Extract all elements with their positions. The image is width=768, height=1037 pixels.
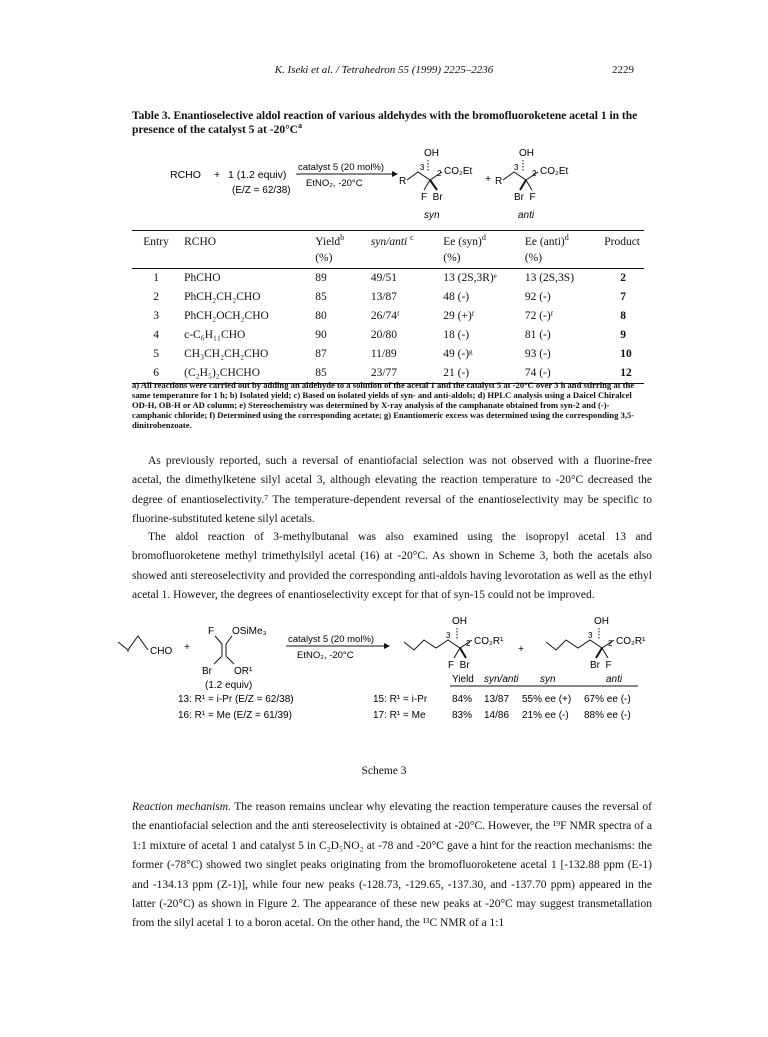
col-synanti [367, 231, 439, 251]
cell-ee-syn: 18 (-) [443, 329, 470, 341]
acetal-bond-osi [226, 636, 232, 644]
s3-col-syn: syn [540, 674, 556, 685]
paragraph-2-text: The aldol reaction of 3-methylbutanal was also examined using the isopropyl acetal 13 and bromofluoroketene methyl trimethylsilyl acetal (16) at -20°C. As shown in Scheme 3, both the acetals also showed anti stereoselectivity and provided the corresponding anti-aldols having levorotation as well as the ethyl acetal 1. However, the degrees of enantioselectivity except for that of syn-15 could not be improved. [132, 531, 652, 602]
s3-syn-c3-number: 3 [446, 631, 451, 640]
s3-anti-halogen-bond-2 [602, 648, 608, 658]
paragraph-3-text: The reason remains unclear why elevating the reaction temperature causes the reversal of the enantiofacial selection and the anti stereoselectivity is obtained at -20°C. However, the ¹⁹F NMR spectra of a 1:1 mixture of acetal 1 and catalyst 5 in C₂D₅NO₂ at -78 and -20°C gave a hint for the reaction mechanisms: the former (-78°C) showed two singlet peaks originating from the bromofluoroketene acetal 1 [-132.88 ppm (E-1) and -134.13 ppm (Z-1)], while four new peaks (-128.73, -129.65, -137.30, and -137.70 ppm) appeared in the latter (-20°C) as shown in Figure 2. The appearance of these new peaks at -20°C may suggest transmetallation from the silyl acetal 1 to a boron acetal. On the other hand, the ¹³C NMR of a 1:1 [132, 801, 652, 930]
acetal-bond-br [214, 656, 222, 664]
cell-ee-anti: 72 (-)ᶠ [524, 310, 554, 322]
paragraph-1-text: As previously reported, such a reversal of enantiofacial selection was not observed with a fluorine-free acetal, the dimethylketene silyl acetal 3, although elevating the reaction temperature to -20°C decreased the degree of enantioselectivity.⁷ The temperature-dependent reversal of the enantioselectivity may be specific to fluorine-substituted ketene silyl acetals. [132, 455, 652, 526]
acetal-br-label: Br [202, 666, 212, 677]
s3-label-13: 13: R¹ = i-Pr (E/Z = 62/38) [178, 694, 294, 705]
table-footnote: a) All reactions were carried out by adding an aldehyde to a solution of the acetal 1 and the catalyst 5 at -20°C over 3 h and stirring at the same temperature for 1 h; b) Isolated yield; c) Based on isolated yields of syn- and anti-aldols; d) HPLC analysis using a Daicel Chiralcel OD-H, OB-H or AD column; e) Stereochemistry was determined by X-ray analysis of the camphanate obtained from syn-2 and (-)-camphanic chloride; f) Determined using the corresponding acetate; g) Enantiomeric excess was determined using the corresponding 3,5-dinitrobenzoate. [132, 380, 635, 430]
aldehyde-skeleton-bonds [118, 636, 148, 650]
syn-halogen-bond-2 [430, 180, 437, 190]
acetal-equiv-label: (1.2 equiv) [205, 680, 253, 691]
s3-row15-anti: 67% ee (-) [584, 694, 631, 705]
s3-col-yield: Yield [452, 674, 474, 685]
cell-rcho: c-C₆H₁₁CHO [184, 329, 246, 341]
cell-yield: 80 [315, 310, 327, 322]
cell-entry: 2 [153, 291, 159, 303]
s3-anti-skeleton-bonds [546, 640, 614, 650]
units-ee-syn: (%) [439, 250, 521, 269]
aldehyde-cho-label: CHO [150, 646, 173, 657]
table-caption-text: Enantioselective aldol reaction of various aldehydes with the bromofluoroketene acetal 1 in the presence of the catalyst 5 at -20°C [132, 110, 638, 136]
cell-product: 8 [620, 310, 626, 322]
s3-anti-c2-number: 2 [608, 639, 613, 648]
scheme3-title: Scheme 3 [361, 765, 407, 777]
anti-oh-label: OH [519, 148, 534, 159]
cell-yield: 89 [315, 272, 327, 284]
s3-row17-yield: 83% [452, 710, 473, 721]
table-caption [132, 109, 652, 137]
cell-ee-syn: 48 (-) [443, 291, 470, 303]
scheme3-plus-1: + [184, 641, 191, 653]
cell-yield: 90 [315, 329, 327, 341]
units-product-blank [600, 250, 644, 269]
cell-rcho: PhCHO [184, 272, 221, 284]
cell-yield: 85 [315, 291, 327, 303]
table-caption-label: Table 3. [132, 110, 171, 122]
units-synanti-blank [367, 250, 439, 269]
s3-anti-halogen-bond-1 [596, 648, 602, 658]
anti-label: anti [518, 210, 535, 221]
cell-ee-anti: 81 (-) [524, 329, 551, 341]
paragraph-3-heading: Reaction mechanism. [132, 801, 231, 813]
cell-synanti: 23/77 [367, 364, 439, 384]
scheme3-diagram [0, 612, 768, 762]
cell-entry: 3 [153, 310, 159, 322]
cell-ee-syn: 49 (-)ᵍ [443, 348, 473, 360]
s3-syn-halogen-bond-2 [460, 648, 466, 658]
syn-label: syn [424, 210, 440, 221]
table-row [132, 269, 644, 289]
table-row [132, 345, 644, 364]
s3-label-16: 16: R¹ = Me (E/Z = 61/39) [178, 710, 292, 721]
cell-yield: 87 [315, 348, 327, 360]
cell-ee-anti: 74 (-) [521, 364, 600, 384]
col-entry: Entry [132, 231, 180, 251]
acetal-osime3-label: OSiMe₃ [232, 626, 267, 637]
scheme-arrowhead [392, 171, 398, 177]
anti-r-label: R [495, 176, 503, 187]
col-ee-syn-sup: d [481, 233, 486, 243]
cell-ee-syn: 29 (+)ᶠ [443, 310, 475, 322]
cell-ee-syn: 21 (-) [439, 364, 521, 384]
s3-syn-co2r1-label: CO₂R¹ [474, 636, 504, 647]
scheme-plus-1: + [214, 169, 221, 181]
scheme-ez-ratio: (E/Z = 62/38) [232, 185, 291, 196]
anti-halogens: Br F [514, 192, 536, 203]
syn-oh-label: OH [424, 148, 439, 159]
syn-halogens: F Br [421, 192, 443, 203]
cell-product: 12 [600, 364, 644, 384]
col-ee-syn-label: Ee (syn) [443, 236, 482, 248]
s3-col-synanti: syn/anti [484, 674, 519, 685]
scheme3-conditions-top: catalyst 5 (20 mol%) [288, 634, 375, 645]
cell-yield: 85 [311, 364, 367, 384]
s3-row17-anti: 88% ee (-) [584, 710, 631, 721]
cell-ee-anti: 13 (2S,3S) [524, 272, 575, 284]
running-header: K. Iseki et al. / Tetrahedron 55 (1999) 2225–2236 [274, 64, 494, 76]
table-header-row [132, 231, 644, 251]
cell-ee-anti: 92 (-) [524, 291, 551, 303]
cell-product: 10 [620, 348, 632, 360]
s3-syn-c2-number: 2 [466, 639, 471, 648]
acetal-or1-label: OR¹ [234, 666, 253, 677]
col-synanti-sup: c [410, 233, 414, 243]
cell-entry: 4 [153, 329, 159, 341]
syn-c3-number: 3 [420, 163, 425, 172]
units-rcho-blank [180, 250, 311, 269]
s3-row17-synanti: 14/86 [484, 710, 510, 721]
col-synanti-label: syn/anti [370, 236, 408, 248]
s3-col-anti: anti [606, 674, 623, 685]
anti-c2-number: 2 [532, 169, 537, 178]
cell-ee-syn: 13 (2S,3R)ᵉ [443, 272, 497, 284]
paragraph-1 [132, 452, 652, 530]
col-ee-anti-label: Ee (anti) [524, 236, 565, 248]
col-rcho: RCHO [180, 231, 311, 251]
cell-synanti: 13/87 [370, 291, 398, 303]
cell-ee-anti: 93 (-) [524, 348, 551, 360]
s3-syn-oh-label: OH [452, 616, 467, 627]
scheme3-conditions-bottom: EtNO₂, -20°C [297, 650, 354, 661]
col-product: Product [600, 231, 644, 251]
syn-c2-number: 2 [437, 169, 442, 178]
acetal-bond-or [226, 656, 234, 664]
s3-anti-oh-label: OH [594, 616, 609, 627]
anti-halogen-bond-2 [526, 180, 532, 190]
col-ee-anti [521, 231, 600, 251]
cell-synanti: 20/80 [370, 329, 398, 341]
col-yield [311, 231, 367, 251]
cell-entry: 6 [132, 364, 180, 384]
s3-row15-synanti: 13/87 [484, 694, 510, 705]
cell-product: 9 [620, 329, 626, 341]
s3-syn-skeleton-bonds [404, 640, 472, 650]
table-row [132, 288, 644, 307]
scheme-conditions-bottom: EtNO₂, -20°C [306, 178, 363, 189]
s3-anti-halogens: Br F [590, 660, 612, 671]
table-row [132, 307, 644, 326]
cell-product: 7 [620, 291, 626, 303]
page-number: 2229 [612, 64, 634, 76]
s3-row17-syn: 21% ee (-) [522, 710, 569, 721]
s3-row15-yield: 84% [452, 694, 473, 705]
cell-rcho: PhCH₂CH₂CHO [184, 291, 261, 303]
acetal-bond-f [215, 636, 222, 644]
cell-entry: 1 [153, 272, 159, 284]
cell-rcho: (C₂H₅)₂CHCHO [180, 364, 311, 384]
scheme-reactant-rcho: RCHO [170, 169, 201, 181]
table-caption-footnote-mark: a [298, 121, 303, 131]
table-row [132, 326, 644, 345]
anti-c3-number: 3 [514, 163, 519, 172]
s3-anti-co2r1-label: CO₂R¹ [616, 636, 646, 647]
cell-synanti: 49/51 [370, 272, 398, 284]
units-entry-blank [132, 250, 180, 269]
s3-row15-syn: 55% ee (+) [522, 694, 572, 705]
paragraph-2 [132, 528, 652, 606]
acetal-f-label: F [208, 626, 215, 637]
table3 [132, 230, 644, 384]
col-yield-sup: b [340, 233, 345, 243]
s3-syn-halogen-bond-1 [454, 648, 460, 658]
scheme-conditions-top: catalyst 5 (20 mol%) [298, 162, 385, 173]
cell-synanti: 26/74ᶠ [370, 310, 400, 322]
units-ee-anti: (%) [521, 250, 600, 269]
s3-row17-label: 17: R¹ = Me [373, 710, 426, 721]
cell-product: 2 [620, 272, 626, 284]
cell-synanti: 11/89 [370, 348, 397, 360]
anti-co2et-label: CO₂Et [540, 166, 569, 177]
cell-rcho: PhCH₂OCH₂CHO [184, 310, 269, 322]
paragraph-3 [132, 798, 652, 934]
scheme3-arrowhead [384, 643, 390, 649]
s3-anti-c3-number: 3 [588, 631, 593, 640]
cell-rcho: CH₃CH₂CH₂CHO [184, 348, 269, 360]
col-ee-syn [439, 231, 521, 251]
syn-co2et-label: CO₂Et [444, 166, 473, 177]
col-ee-anti-sup: d [564, 233, 569, 243]
table-header-units-row [132, 250, 644, 269]
scheme3-plus-2: + [518, 643, 525, 655]
s3-syn-halogens: F Br [448, 660, 470, 671]
syn-r-label: R [399, 176, 407, 187]
cell-entry: 5 [153, 348, 159, 360]
syn-halogen-bond-1 [424, 180, 430, 190]
scheme-reactant-acetal: 1 (1.2 equiv) [228, 169, 287, 181]
anti-halogen-bond-1 [520, 180, 526, 190]
units-yield: (%) [311, 250, 367, 269]
scheme-plus-2: + [485, 173, 492, 185]
s3-row15-label: 15: R¹ = i-Pr [373, 694, 428, 705]
table3-reaction-scheme [0, 138, 768, 230]
col-yield-label: Yield [315, 236, 341, 248]
